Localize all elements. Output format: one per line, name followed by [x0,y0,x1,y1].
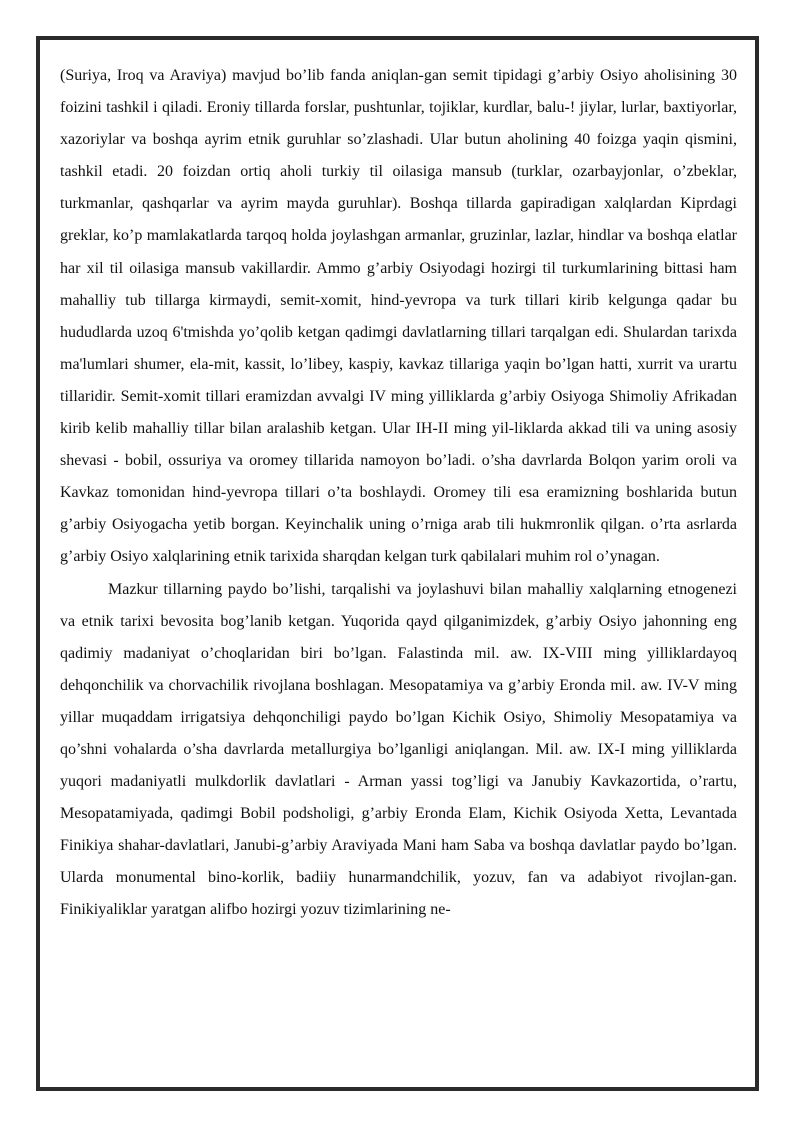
document-body [60,60,737,927]
paragraph-1: (Suriya, Iroq va Araviya) mavjud bo’lib fanda aniqlan-gan semit tipidagi g’arbiy Osiyo aholisining 30 foizini tashkil i qiladi. Eroniy tillarda forslar, pushtunlar, tojiklar, kurdlar, balu-! jiylar, lurlar, baxtiyorlar, xazoriylar va boshqa ayrim etnik guruhlar so’zlashadi. Ular butun aholining 40 foizga yaqin qismini, tashkil etadi. 20 foizdan ortiq aholi turkiy til oilasiga mansub (turklar, ozarbayjonlar, o’zbeklar, turkmanlar, qashqarlar va ayrim mayda guruhlar). Boshqa tillarda gapiradigan xalqlardan Kiprdagi greklar, ko’p mamlakatlarda tarqoq holda joylashgan armanlar, gruzinlar, lazlar, hindlar va boshqa elatlar har xil til oilasiga mansub vakillardir. Ammo g’arbiy Osiyodagi hozirgi til turkumlarining bittasi ham mahalliy tub tillarga kirmaydi, semit-xomit, hind-yevropa va turk tillari kirib kelgunga qadar bu hududlarda uzoq 6'tmishda yo’qolib ketgan qadimgi davlatlarning tillari tarqalgan edi. Shulardan tarixda ma'lumlari shumer, ela-mit, kassit, lo’libey, kaspiy, kavkaz tillariga yaqin bo’lgan hatti, xurrit va urartu tillaridir. Semit-xomit tillari eramizdan avvalgi IV ming yilliklarda g’arbiy Osiyoga Shimoliy Afrikadan kirib kelib mahalliy tillar bilan aralashib ketgan. Ular IH-II ming yil-liklarda akkad tili va uning asosiy shevasi - bobil, ossuriya va oromey tillarida namoyon bo’ladi. o’sha davrlarda Bolqon yarim oroli va Kavkaz tomonidan hind-yevropa tillari o’ta boshlaydi. Oromey tili esa eramizning boshlarida butun g’arbiy Osiyogacha yetib borgan. Keyinchalik uning o’rniga arab tili hukmronlik qilgan. o’rta asrlarda g’arbiy Osiyo xalqlarining etnik tarixida sharqdan kelgan turk qabilalari muhim rol o’ynagan. [60,67,737,566]
paragraph-2: Mazkur tillarning paydo bo’lishi, tarqalishi va joylashuvi bilan mahalliy xalqlarning etnogenezi va etnik tarixi bevosita bog’lanib ketgan. Yuqorida qayd qilganimizdek, g’arbiy Osiyo jahonning eng qadimiy madaniyat o’choqlaridan biri bo’lgan. Falastinda mil. aw. IX-VIII ming yilliklardayoq dehqonchilik va chorvachilik rivojlana boshlagan. Mesopatamiya va g’arbiy Eronda mil. aw. IV-V ming yillar muqaddam irrigatsiya dehqonchiligi paydo bo’lgan Kichik Osiyo, Shimoliy Mesopatamiya va qo’shni vohalarda o’sha davrlarda metallurgiya bo’lganligi aniqlangan. Mil. aw. IX-I ming yilliklarda yuqori madaniyatli mulkdorlik davlatlari - Arman yassi tog’ligi va Janubiy Kavkazortida, o’rartu, Mesopatamiyada, qadimgi Bobil podsholigi, g’arbiy Eronda Elam, Kichik Osiyoda Xetta, Levantada Finikiya shahar-davlatlari, Janubi-g’arbiy Araviyada Mani ham Saba va boshqa davlatlar paydo bo’lgan. Ularda monumental bino-korlik, badiiy hunarmandchilik, yozuv, fan va adabiyot rivojlan-gan. Finikiyaliklar yaratgan alifbo hozirgi yozuv tizimlarining ne- [60,580,737,919]
page-frame [36,36,759,1091]
